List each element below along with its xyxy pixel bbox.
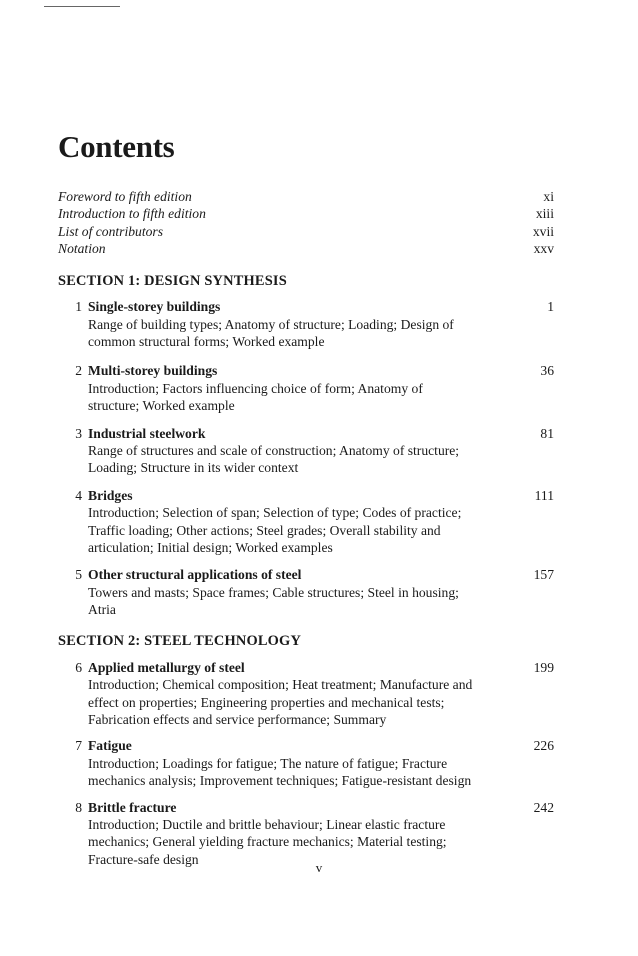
chapter-description-line: structure; Worked example [88,398,235,414]
chapter-number: 8 [75,799,82,815]
chapter-description-line: Range of structures and scale of construction; Anatomy of structure; [88,443,460,459]
page-title: Contents [58,128,175,164]
chapter-description-line: Towers and masts; Space frames; Cable structures; Steel in housing; [88,584,459,600]
chapter-description-line: articulation; Initial design; Worked examples [88,540,333,556]
chapter-title: Fatigue [88,738,132,754]
chapter-description-line: Introduction; Chemical composition; Heat treatment; Manufacture and [88,677,473,693]
chapter-description-line: Atria [88,602,116,618]
chapter-page: 111 [534,487,554,503]
chapter-number: 1 [75,299,82,315]
chapter-number: 6 [75,659,82,675]
chapter-page: 226 [533,738,554,754]
chapter-number: 2 [75,363,82,379]
chapter-number: 3 [75,425,82,441]
chapter-title: Multi-storey buildings [88,363,218,379]
contents-body [58,188,554,868]
chapter-description-line: mechanics analysis; Improvement techniques; Fatigue-resistant design [88,773,472,789]
section-heading: SECTION 2: STEEL TECHNOLOGY [58,632,302,649]
chapter-title: Industrial steelwork [88,425,206,441]
chapter-description-line: effect on properties; Engineering properties and mechanical tests; [88,694,445,710]
front-matter-page: xi [543,189,554,204]
front-matter-entry [58,205,554,222]
chapter-title: Other structural applications of steel [88,567,302,583]
chapter-page: 242 [533,799,554,815]
front-matter-entry [58,188,554,205]
chapter-description-line: Introduction; Factors influencing choice of form; Anatomy of [88,380,423,396]
front-matter-title: Notation [58,240,106,256]
front-matter-title: List of contributors [58,223,163,239]
section-heading: SECTION 1: DESIGN SYNTHESIS [58,273,287,290]
chapter-title: Bridges [88,487,133,503]
chapter-entry [58,799,554,869]
front-matter-title: Introduction to fifth edition [58,206,206,222]
chapter-description-line: Traffic loading; Other actions; Steel grades; Overall stability and [88,522,441,538]
front-matter-list [58,188,554,257]
chapter-entry [58,362,554,414]
chapter-title: Brittle fracture [88,799,177,815]
chapter-description-line: Loading; Structure in its wider context [88,460,299,476]
chapter-title: Single-storey buildings [88,299,221,315]
chapter-entry [58,659,554,729]
front-matter-page: xvii [532,223,554,239]
page-number: v [315,860,323,875]
chapter-number: 7 [75,738,82,754]
chapter-page: 157 [533,567,554,583]
front-matter-title: Foreword to fifth edition [58,189,192,204]
chapter-description-line: mechanics; General yielding fracture mechanics; Material testing; [88,834,447,850]
front-matter-entry [58,223,554,240]
chapter-entry [58,425,554,477]
chapter-description-line: Introduction; Loadings for fatigue; The nature of fatigue; Fracture [88,755,448,771]
chapter-description-line: common structural forms; Worked example [88,334,325,349]
top-rule [44,6,120,7]
chapter-description-line: Introduction; Selection of span; Selection of type; Codes of practice; [88,505,462,521]
front-matter-entry [58,240,554,257]
chapter-entry [58,566,554,618]
sections [58,273,554,868]
front-matter-page: xxv [533,240,554,256]
chapter-page: 1 [547,299,554,315]
chapter-entry [58,737,554,789]
chapter-description-line: Fracture-safe design [88,851,199,867]
chapter-entry [58,487,554,557]
front-matter-page: xiii [535,206,554,222]
chapter-page: 199 [533,659,554,675]
chapter-description-line: Range of building types; Anatomy of structure; Loading; Design of [88,316,454,332]
chapter-page: 36 [540,363,554,379]
chapter-number: 5 [75,567,82,583]
chapter-description-line: Introduction; Ductile and brittle behaviour; Linear elastic fracture [88,816,446,832]
chapter-title: Applied metallurgy of steel [88,659,245,675]
chapter-entry [58,298,554,350]
chapter-page: 81 [540,425,554,441]
chapter-description-line: Fabrication effects and service performance; Summary [88,711,387,727]
chapter-number: 4 [75,487,82,503]
